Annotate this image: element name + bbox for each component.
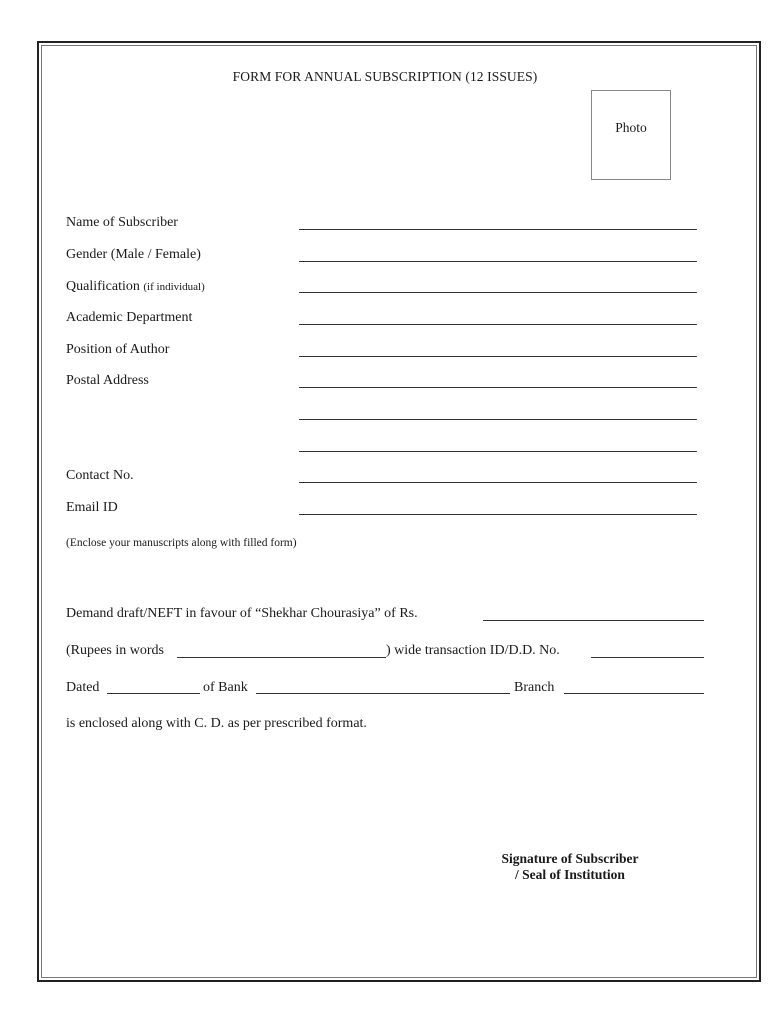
amount-blank[interactable]: [483, 620, 704, 621]
field-line-qualification[interactable]: [299, 292, 697, 293]
bank-label: of Bank: [203, 680, 248, 695]
qualification-label-text: Qualification: [66, 279, 140, 294]
field-label-qualification: [66, 279, 205, 295]
rupees-in-words-label: (Rupees in words: [66, 643, 164, 658]
enclosure-note: (Enclose your manuscripts along with filled form): [66, 537, 297, 549]
dated-blank[interactable]: [107, 693, 200, 694]
field-line-address-1[interactable]: [299, 387, 697, 388]
field-line-address-3[interactable]: [299, 451, 697, 452]
field-line-position[interactable]: [299, 356, 697, 357]
field-label-email: Email ID: [66, 500, 118, 515]
branch-blank[interactable]: [564, 693, 704, 694]
enclosed-statement: is enclosed along with C. D. as per prescribed format.: [66, 716, 367, 731]
dated-label: Dated: [66, 680, 100, 695]
bank-blank[interactable]: [256, 693, 510, 694]
field-label-name: Name of Subscriber: [66, 215, 178, 230]
rupees-in-words-blank[interactable]: [177, 657, 386, 658]
qualification-hint: (if individual): [143, 281, 205, 293]
inner-border: [41, 45, 757, 978]
branch-label: Branch: [514, 680, 555, 695]
payment-line-1-text: Demand draft/NEFT in favour of “Shekhar Chourasiya” of Rs.: [66, 606, 418, 621]
field-line-email[interactable]: [299, 514, 697, 515]
field-label-position: Position of Author: [66, 342, 170, 357]
field-line-gender[interactable]: [299, 261, 697, 262]
photo-label: Photo: [615, 120, 647, 135]
form-title: FORM FOR ANNUAL SUBSCRIPTION (12 ISSUES): [232, 69, 538, 84]
field-line-department[interactable]: [299, 324, 697, 325]
field-label-contact: Contact No.: [66, 468, 134, 483]
photo-box: [591, 90, 671, 180]
transaction-id-blank[interactable]: [591, 657, 704, 658]
signature-label: Signature of Subscriber: [501, 851, 639, 866]
field-label-gender: Gender (Male / Female): [66, 247, 201, 262]
field-label-address: Postal Address: [66, 373, 149, 388]
field-line-name[interactable]: [299, 229, 697, 230]
seal-label: / Seal of Institution: [515, 867, 625, 882]
field-line-address-2[interactable]: [299, 419, 697, 420]
transaction-id-label: ) wide transaction ID/D.D. No.: [386, 643, 560, 658]
field-line-contact[interactable]: [299, 482, 697, 483]
field-label-department: Academic Department: [66, 310, 193, 325]
